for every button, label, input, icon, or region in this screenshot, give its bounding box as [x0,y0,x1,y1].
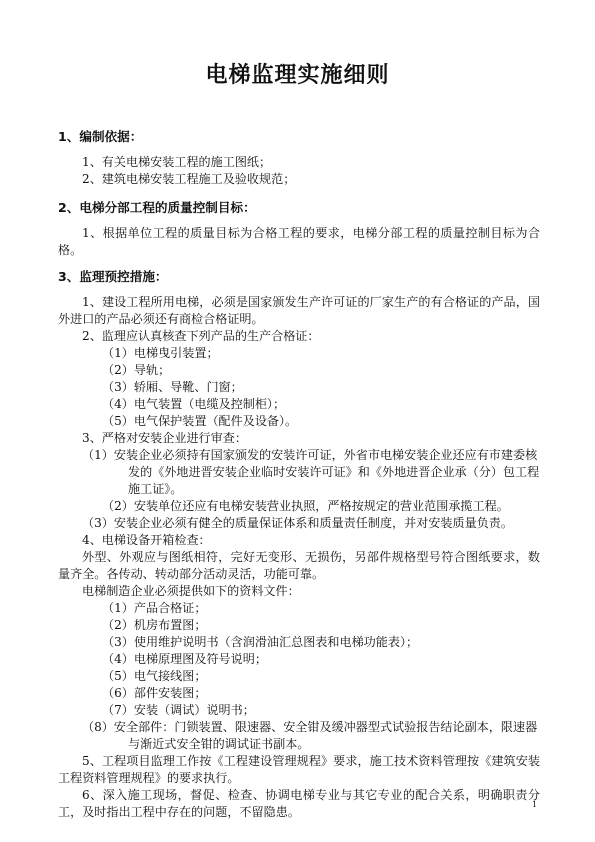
product-list-item: （1）电梯曳引装置； [102,346,219,360]
manufacturer-docs-intro: 电梯制造企业必须提供如下的资料文件： [82,584,300,598]
product-list-item: （3）轿厢、导靴、门窗； [102,380,243,394]
enterprise-check-item: （2）安装单位还应有电梯安装营业执照，严格按规定的营业范围承揽工程。 [102,499,509,513]
manufacturer-doc-item: （2）机房布置图； [102,618,207,632]
section-1-item: 2、建筑电梯安装工程施工及验收规范； [82,172,296,186]
section-3-paragraph-3: 3、严格对安装企业进行审查： [82,431,247,445]
section-3-heading: 3、监理预控措施： [58,269,168,284]
manufacturer-doc-item: （8）安全部件：门锁装置、限速器、安全钳及缓冲器型式试验报告结论副本，限速器与渐近式安全钳的调试证书副本。 [82,720,538,751]
manufacturer-doc-item: （4）电梯原理图及符号说明； [102,652,267,666]
section-1-item: 1、有关电梯安装工程的施工图纸； [82,155,272,169]
manufacturer-doc-item: （3）使用维护说明书（含润滑油汇总图表和电梯功能表）； [102,635,419,649]
manufacturer-doc-item: （5）电气接线图； [102,669,207,683]
manufacturer-doc-item: （6）部件安装图； [102,686,207,700]
section-3-paragraph-1: 1、建设工程所用电梯，必须是国家颁发生产许可证的厂家生产的有合格证的产品，国外进口的产品必须还有商检合格证明。 [58,295,540,326]
product-list-item: （2）导轨； [102,363,171,377]
section-1-heading: 1、编制依据： [58,129,143,144]
document-title: 电梯监理实施细则 [205,63,390,88]
product-list-item: （5）电气保护装置（配件及设备）。 [102,414,298,428]
section-3-paragraph-4: 4、电梯设备开箱检查： [82,533,211,547]
enterprise-check-item: （3）安装企业必须有健全的质量保证体系和质量责任制度，并对安装质量负责。 [82,516,513,530]
enterprise-check-item: （1）安装企业必须持有国家颁发的安装许可证，外省市电梯安装企业还应有市建委核发的《外地进晋安装企业临时安装许可证》和《外地进晋企业承（分）包工程施工证》。 [82,448,540,496]
product-list-item: （4）电气装置（电缆及控制柜）； [102,397,286,411]
manufacturer-doc-item: （1）产品合格证； [102,601,207,615]
manufacturer-doc-item: （7）安装（调试）说明书； [102,703,255,717]
section-2-heading: 2、电梯分部工程的质量控制目标： [58,200,256,215]
section-2-paragraph: 1、根据单位工程的质量目标为合格工程的要求，电梯分部工程的质量控制目标为合格。 [58,226,540,257]
page-number: 1 [532,800,538,809]
section-3-paragraph-6: 6、深入施工现场，督促、检查、协调电梯专业与其它专业的配合关系，明确职责分工，及时指出工程中存在的问题，不留隐患。 [58,788,540,819]
section-3-paragraph-5: 5、工程项目监理工作按《工程建设管理规程》要求，施工技术资料管理按《建筑安装工程资料管理规程》的要求执行。 [58,754,540,785]
unboxing-inspection-text: 外型、外观应与图纸相符，完好无变形、无损伤，另部件规格型号符合图纸要求，数量齐全。各传动、转动部分活动灵活，功能可靠。 [58,550,540,581]
document-body [58,128,540,821]
section-3-paragraph-2: 2、监理应认真核查下列产品的生产合格证： [82,329,320,343]
